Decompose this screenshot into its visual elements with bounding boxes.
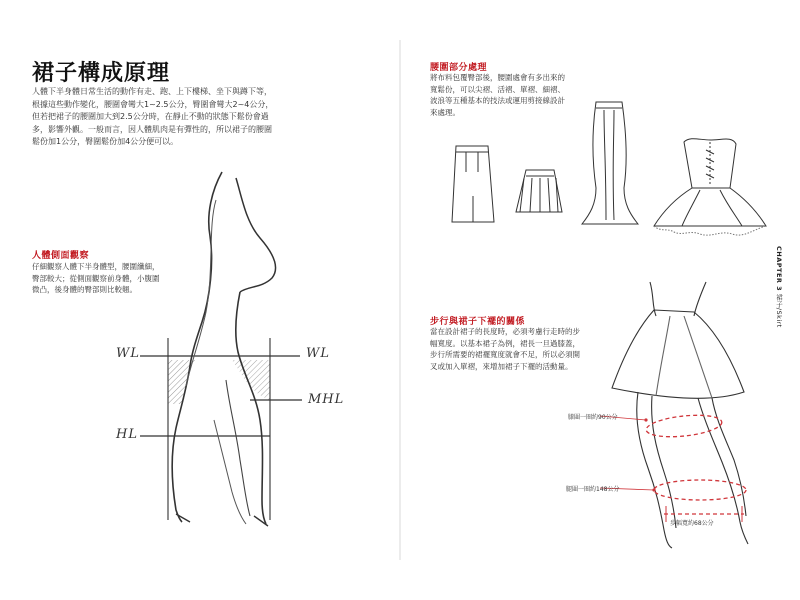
chapter-tab: [774, 246, 784, 356]
label-wl-left: WL: [116, 346, 140, 361]
left-leg: [637, 392, 672, 548]
label-hl: HL: [116, 427, 138, 442]
side-view-heading: 人體側面觀察: [32, 251, 90, 261]
stride-measure-label: 步幅寬約68公分: [670, 520, 714, 527]
waist-body: 將布料包覆臀部後，腰圍處會有多出來的寬鬆份，可以尖褶、活褶、單褶、細褶、波浪等五種基本的技法或運用剪接線設計來處理。: [430, 73, 565, 117]
walking-body: 當在設計裙子的長度時，必須考慮行走時的步幅寬度。以基本裙子為例，裙長一旦過膝蓋，步行所需要的裙襬寬度就會不足，所以必須開叉或加入單褶，來增加裙子下襬的活動量。: [430, 327, 580, 371]
knee-measure-label: 膝圍一圈約90公分: [568, 414, 618, 421]
page-title: 裙子構成原理: [32, 61, 171, 86]
label-mhl: MHL: [308, 392, 345, 407]
chapter-label: CHAPTER 3: [775, 246, 783, 292]
calf-measure-label: 腿圍一圈約148公分: [566, 486, 620, 493]
waist-heading: 腰圍部分處理: [430, 63, 488, 73]
side-view-body: 仔細觀察人體下半身體型，腰圍纖細，臀部較大；從側面觀察前身體，小腹圍微凸，後身體的臀部則比較翹。: [32, 262, 160, 294]
intro-paragraph: 人體下半身體日常生活的動作有走、跑、上下樓梯、坐下與蹲下等，根據這些動作變化，腰圍會彎大1~2.5公分，臀圍會彎大2~4公分，但若把裙子的腰圍加大到2.5公分時，在靜止不動的狀態下鬆份會過多，影響外觀。一般而言，因人體肌肉是有彈性的，所以裙子的腰圍鬆份加1公分，臀圍鬆份加4公分便可以。: [32, 87, 274, 146]
walking-heading: 步行與裙子下襬的關係: [430, 317, 526, 327]
flared-skirt: [612, 310, 744, 398]
chapter-sub-label: 裙子/Skirt: [775, 293, 783, 328]
label-wl-right: WL: [306, 346, 330, 361]
